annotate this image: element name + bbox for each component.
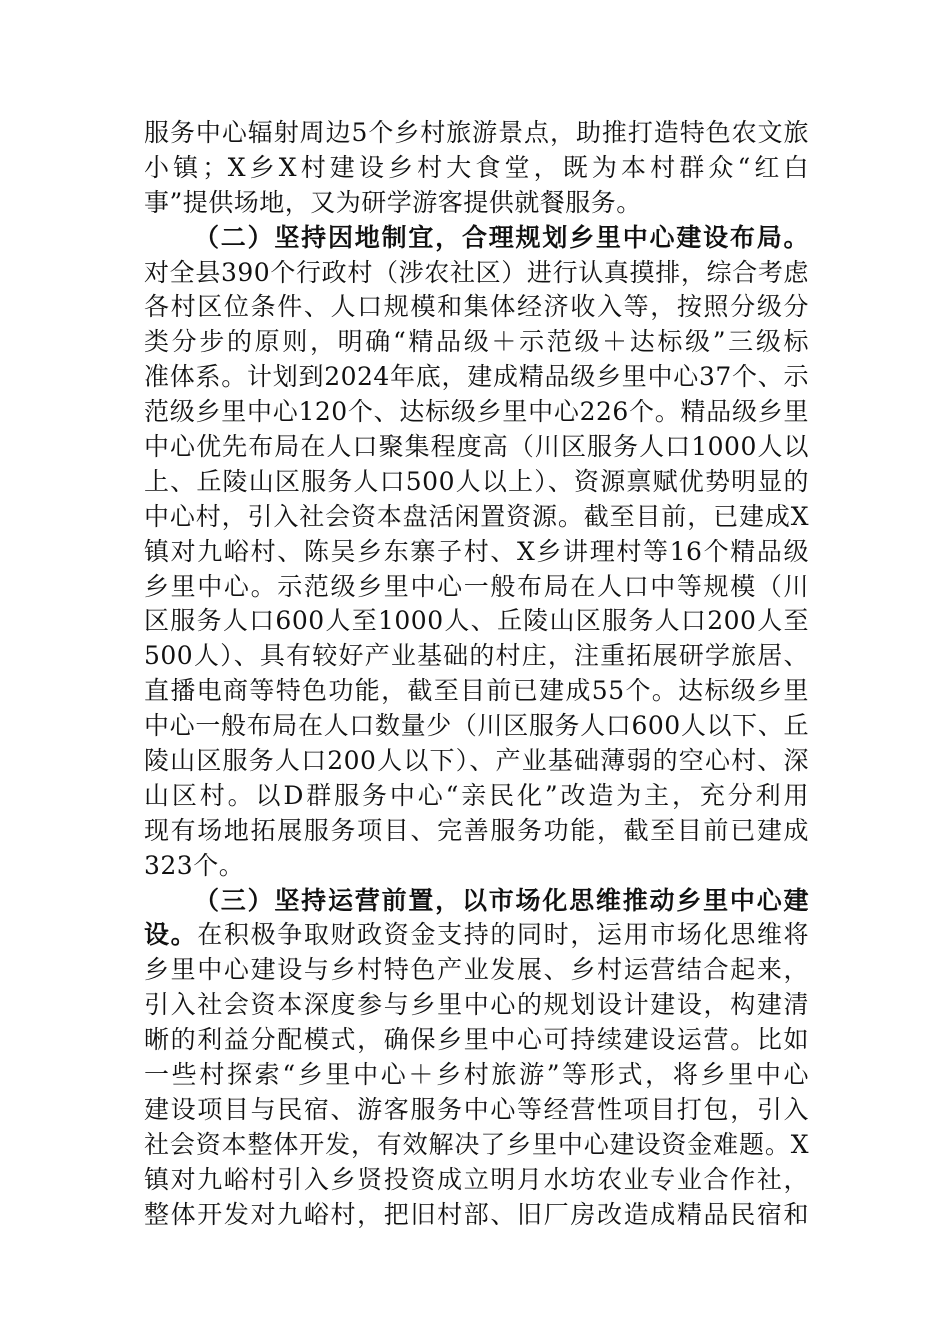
paragraph-2-line-4: 准体系。计划到2024年底，建成精品级乡里中心37个、示 xyxy=(144,362,809,392)
paragraph-3-line-3: 引入社会资本深度参与乡里中心的规划设计建设，构建清 xyxy=(144,990,809,1020)
paragraph-2-line-9: 镇对九峪村、陈吴乡东寨子村、X乡讲理村等16个精品级 xyxy=(144,536,809,566)
paragraph-3-line-8: 镇对九峪村引入乡贤投资成立明月水坊农业专业合作社， xyxy=(144,1164,809,1194)
paragraph-2-line-5: 范级乡里中心120个、达标级乡里中心226个。精品级乡里 xyxy=(144,397,809,427)
paragraph-2-line-13: 直播电商等特色功能，截至目前已建成55个。达标级乡里 xyxy=(144,676,809,706)
paragraph-3-line-1-text: 在积极争取财政资金支持的同时，运用市场化思维将 xyxy=(197,920,809,950)
paragraph-2-line-18: 323个。 xyxy=(144,850,245,880)
section-heading-3-continuation: 设。 xyxy=(144,920,198,950)
paragraph-3-line-5: 一些村探索“乡里中心＋乡村旅游”等形式，将乡里中心 xyxy=(144,1060,809,1090)
paragraph-2-line-14: 中心一般布局在人口数量少（川区服务人口600人以下、丘 xyxy=(144,711,809,741)
paragraph-2-line-10: 乡里中心。示范级乡里中心一般布局在人口中等规模（川 xyxy=(144,571,809,601)
section-heading-3: （三）坚持运营前置，以市场化思维推动乡里中心建 xyxy=(194,885,809,915)
paragraph-3-line-1 xyxy=(144,918,809,953)
paragraph-3-line-6: 建设项目与民宿、游客服务中心等经营性项目打包，引入 xyxy=(144,1094,809,1124)
paragraph-2-line-12: 500人）、具有较好产业基础的村庄，注重拓展研学旅居、 xyxy=(144,641,809,671)
paragraph-2-line-7: 上、丘陵山区服务人口500人以上）、资源禀赋优势明显的 xyxy=(144,466,809,496)
document-body xyxy=(144,116,809,1233)
section-heading-2: （二）坚持因地制宜，合理规划乡里中心建设布局。 xyxy=(194,222,809,252)
paragraph-3-line-2: 乡里中心建设与乡村特色产业发展、乡村运营结合起来， xyxy=(144,955,809,985)
paragraph-1-line-2: 小镇；X乡X村建设乡村大食堂，既为本村群众“红白 xyxy=(144,152,809,182)
paragraph-2-line-16: 山区村。以D群服务中心“亲民化”改造为主，充分利用 xyxy=(144,780,809,810)
paragraph-2-line-15: 陵山区服务人口200人以下）、产业基础薄弱的空心村、深 xyxy=(144,746,809,776)
paragraph-2-line-11: 区服务人口600人至1000人、丘陵山区服务人口200人至 xyxy=(144,606,809,636)
paragraph-3-line-7: 社会资本整体开发，有效解决了乡里中心建设资金难题。X xyxy=(144,1129,809,1159)
paragraph-3-line-4: 晰的利益分配模式，确保乡里中心可持续建设运营。比如 xyxy=(144,1025,809,1055)
paragraph-2-line-3: 类分步的原则，明确“精品级＋示范级＋达标级”三级标 xyxy=(144,327,809,357)
paragraph-3-line-9: 整体开发对九峪村，把旧村部、旧厂房改造成精品民宿和 xyxy=(144,1199,809,1229)
paragraph-2-line-8: 中心村，引入社会资本盘活闲置资源。截至目前，已建成X xyxy=(144,501,809,531)
paragraph-2-line-6: 中心优先布局在人口聚集程度高（川区服务人口1000人以 xyxy=(144,432,809,462)
paragraph-1-line-3: 事”提供场地，又为研学游客提供就餐服务。 xyxy=(144,187,642,217)
paragraph-1-line-1: 服务中心辐射周边5个乡村旅游景点，助推打造特色农文旅 xyxy=(144,118,809,147)
paragraph-2-line-1: 对全县390个行政村（涉农社区）进行认真摸排，综合考虑 xyxy=(144,257,809,287)
paragraph-2-line-17: 现有场地拓展服务项目、完善服务功能，截至目前已建成 xyxy=(144,815,809,845)
paragraph-2-line-2: 各村区位条件、人口规模和集体经济收入等，按照分级分 xyxy=(144,292,809,322)
